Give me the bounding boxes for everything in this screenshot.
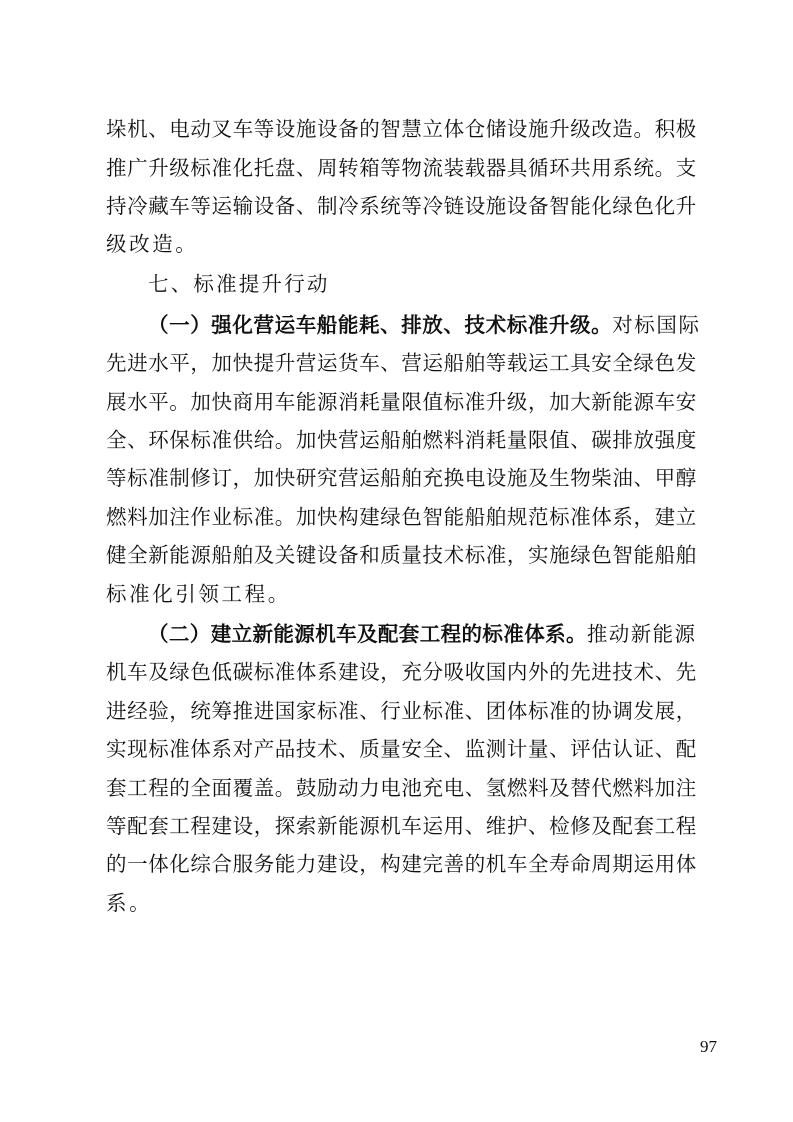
body-text-line: 实现标准体系对产品技术、质量安全、监测计量、评估认证、配 [106,737,697,761]
paragraph-lead-heading: （一）强化营运车船能耗、排放、技术标准升级。 [148,313,613,337]
body-text-line: 垛机、电动叉车等设施设备的智慧立体仓储设施升级改造。积极 [106,117,697,141]
paragraph-first-line [148,312,701,338]
body-text-line: 的一体化综合服务能力建设，构建完善的机车全寿命周期运用体 [106,852,697,876]
body-text-line: 套工程的全面覆盖。鼓励动力电池充电、氢燃料及替代燃料加注 [106,776,697,800]
body-text-line: 推广升级标准化托盘、周转箱等物流装载器具循环共用系统。支 [106,156,697,180]
body-text-line: 全、环保标准供给。加快营运船舶燃料消耗量限值、碳排放强度 [106,428,697,452]
body-text-line: 进经验，统筹推进国家标准、行业标准、团体标准的协调发展， [106,699,697,723]
body-text-line: 系。 [106,891,153,915]
body-text-line: 等配套工程建设，探索新能源机车运用、维护、检修及配套工程 [106,814,697,838]
body-text-line: 标准化引领工程。 [106,582,291,606]
paragraph-lead-rest: 对标国际 [612,313,701,337]
body-text-line: 持冷藏车等运输设备、制冷系统等冷链设施设备智能化绿色化升 [106,194,697,218]
paragraph-lead-heading: （二）建立新能源机车及配套工程的标准体系。 [148,622,587,646]
body-text-line: 燃料加注作业标准。加快构建绿色智能船舶规范标准体系，建立 [106,505,697,529]
body-text-line: 健全新能源船舶及关键设备和质量技术标准，实施绿色智能船舶 [106,543,697,567]
section-heading: 七、标准提升行动 [148,272,330,296]
body-text-line: 级改造。 [106,232,199,256]
paragraph-lead-rest: 推动新能源 [586,622,697,646]
paragraph-first-line [148,621,696,647]
body-text-line: 机车及绿色低碳标准体系建设，充分吸收国内外的先进技术、先 [106,660,697,684]
body-text-line: 展水平。加快商用车能源消耗量限值标准升级，加大新能源车安 [106,390,697,414]
page-number: 97 [700,1037,717,1056]
body-text-line: 等标准制修订，加快研究营运船舶充换电设施及生物柴油、甲醇 [106,466,697,490]
body-text-line: 先进水平，加快提升营运货车、营运船舶等载运工具安全绿色发 [106,351,697,375]
